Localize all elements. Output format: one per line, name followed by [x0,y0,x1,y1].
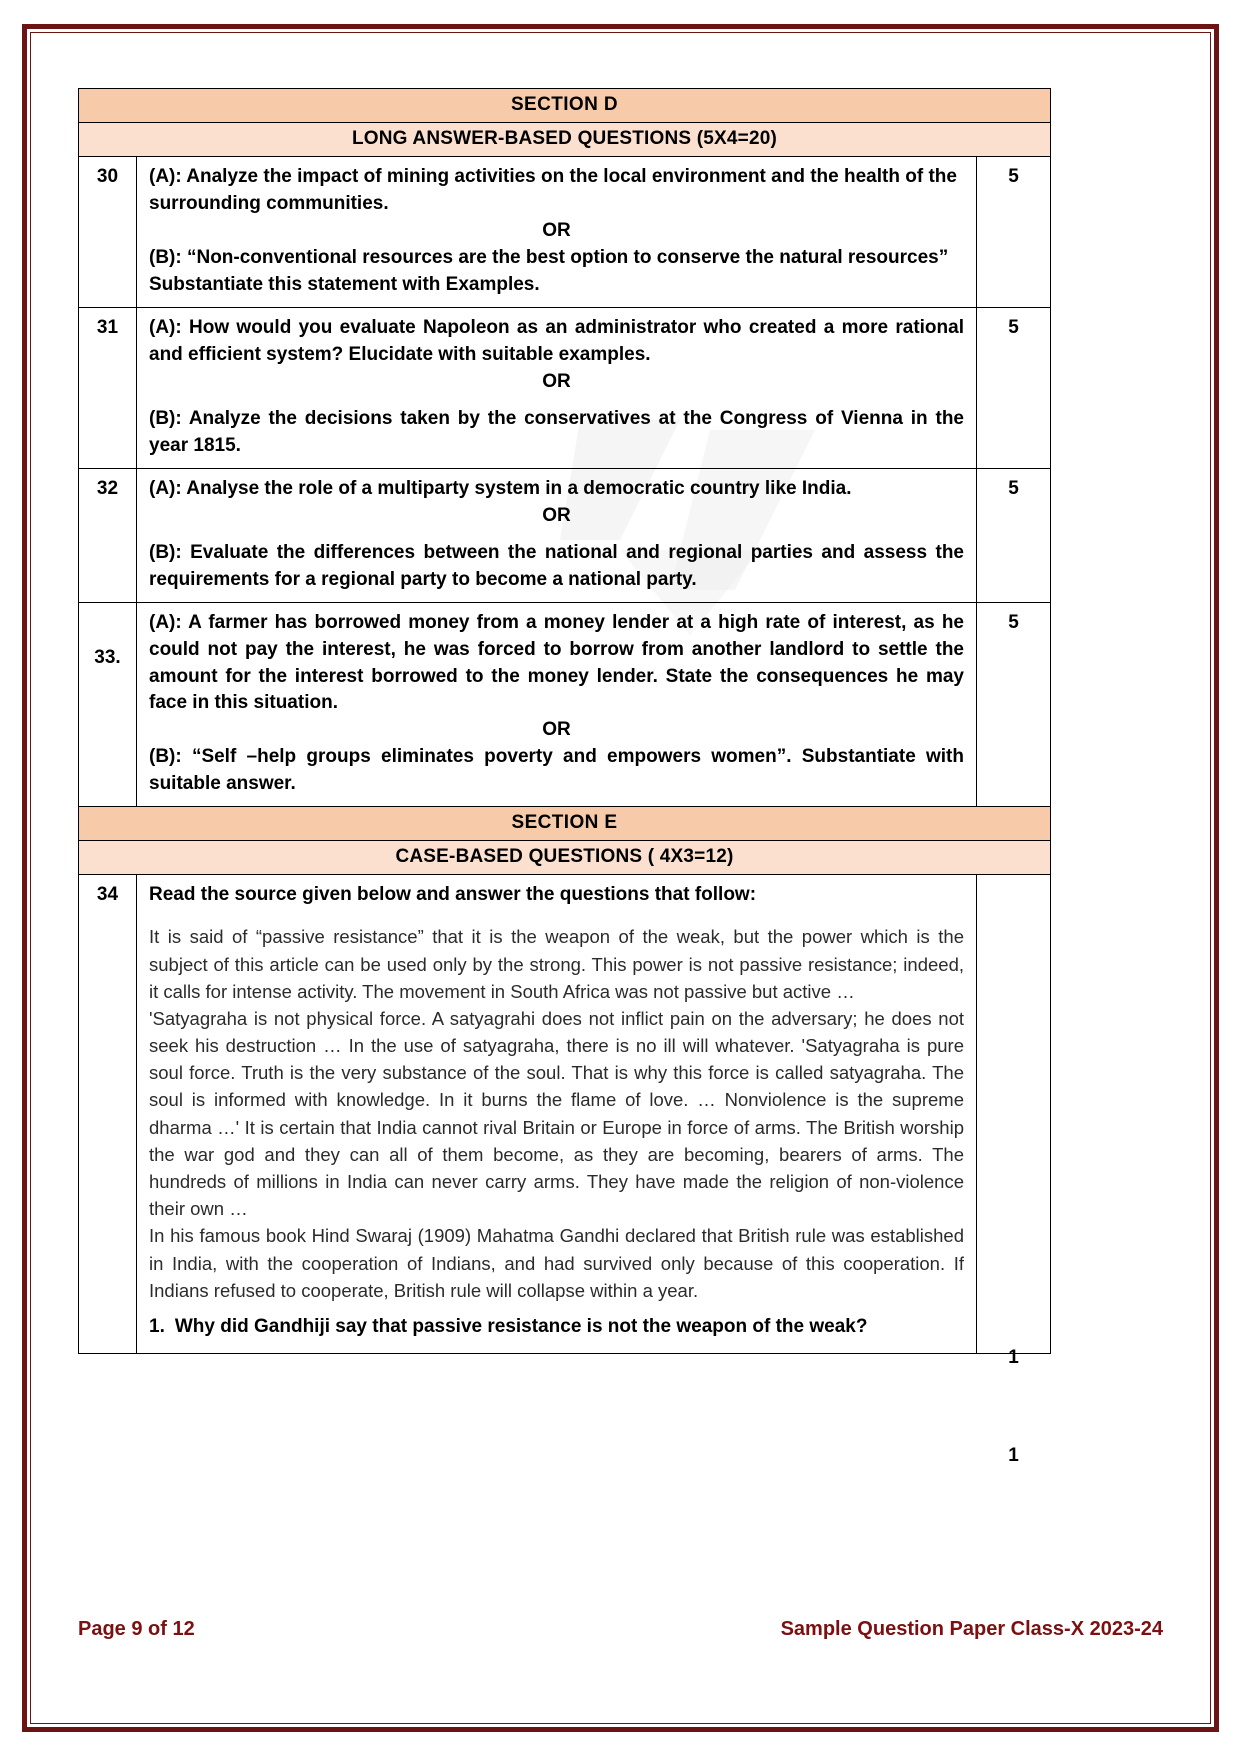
section-e-subtitle: CASE-BASED QUESTIONS ( 4X3=12) [79,841,1051,875]
question-34-passage [149,923,964,1304]
question-30-number: 30 [79,157,137,308]
question-33-marks: 5 [977,602,1051,807]
passage-paragraph-3: In his famous book Hind Swaraj (1909) Mahatma Gandhi declared that British rule was established in India, with the cooperation of Indians, and had survived only because of this cooperation. If Indians refused to cooperate, British rule will collapse within a year. [149,1225,964,1301]
section-d-header-row [79,89,1051,123]
question-32-body [137,468,977,602]
section-d-title: SECTION D [79,89,1051,123]
table-row [79,157,1051,308]
footer-page-number: Page 9 of 12 [78,1618,195,1640]
question-31-body [137,307,977,468]
sub-question-1-label: 1. [149,1315,165,1337]
question-30-body [137,157,977,308]
passage-paragraph-1: It is said of “passive resistance” that it is the weapon of the weak, but the power which is the subject of this article can be used only by the strong. This power is not passive resistance; indeed, it calls for intense activity. The movement in South Africa was not passive but active … [149,926,964,1002]
table-row [79,602,1051,807]
question-34-body [137,875,977,1354]
section-e-subtitle-row [79,841,1051,875]
question-32-number: 32 [79,468,137,602]
question-34-marks-column [977,875,1051,1467]
section-d-subtitle-row [79,123,1051,157]
question-32-option-b: (B): Evaluate the differences between the national and regional parties and assess the requirements for a regional party to become a national party. [149,541,964,590]
table-row [79,875,1051,1354]
question-33-or: OR [542,719,571,741]
spacer [149,530,964,540]
section-e-title: SECTION E [79,807,1051,841]
spacer [149,396,964,406]
question-34-mark-2: 1 [1008,1445,1019,1467]
question-31-number: 31 [79,307,137,468]
section-d-subtitle: LONG ANSWER-BASED QUESTIONS (5X4=20) [79,123,1051,157]
question-30-option-a: (A): Analyze the impact of mining activities on the local environment and the health of the surrounding communities. [149,166,957,214]
question-34-number: 34 [79,875,137,1354]
question-34-mark-1: 1 [1008,1347,1019,1369]
question-31-marks: 5 [977,307,1051,468]
question-30-marks: 5 [977,157,1051,308]
question-32-option-a: (A): Analyse the role of a multiparty system in a democratic country like India. [149,477,852,499]
question-32-or: OR [542,504,571,526]
question-table [78,88,1051,1467]
question-31-or: OR [542,370,571,392]
table-row [79,468,1051,602]
question-32-marks: 5 [977,468,1051,602]
question-paper-content [78,88,1050,1467]
question-33-body [137,602,977,807]
table-row [79,307,1051,468]
question-33-option-a: (A): A farmer has borrowed money from a money lender at a high rate of interest, as he could not pay the interest, he was forced to borrow from another landlord to settle the amount for the interest borrowed to the money lender. State the consequences he may face in this situation. [149,611,964,714]
question-34-sub-questions [149,1312,964,1341]
section-e-header-row [79,807,1051,841]
footer-paper-title: Sample Question Paper Class-X 2023-24 [780,1618,1163,1640]
question-34-instruction: Read the source given below and answer the questions that follow: [149,884,757,906]
sub-question-1-text: Why did Gandhiji say that passive resistance is not the weapon of the weak? [174,1315,868,1337]
question-33-option-b: (B): “Self –help groups eliminates poverty and empowers women”. Substantiate with suitable answer. [149,746,964,795]
question-30-or: OR [542,219,571,241]
list-item [149,1312,964,1341]
question-30-option-b: (B): “Non-conventional resources are the best option to conserve the natural resources” Substantiate this statement with Examples. [149,246,949,295]
question-31-option-a: (A): How would you evaluate Napoleon as an administrator who created a more rational and efficient system? Elucidate with suitable examples. [149,316,964,365]
passage-paragraph-2: 'Satyagraha is not physical force. A satyagrahi does not inflict pain on the adversary; he does not seek his destruction … In the use of satyagraha, there is no ill will whatever. 'Satyagraha is pure soul force. Truth is the very substance of the soul. That is why this force is called satyagraha. The soul is informed with knowledge. In it burns the flame of love. … Nonviolence is the supreme dharma …' It is certain that India cannot rival Britain or Europe in force of arms. The British worship the war god and they can all of them become, as they are becoming, bearers of arms. The hundreds of millions in India can never carry arms. They have made the religion of non-violence their own … [149,1007,964,1220]
question-33-number: 33. [79,602,137,807]
question-31-option-b: (B): Analyze the decisions taken by the conservatives at the Congress of Vienna in the year 1815. [149,407,964,456]
page-footer [78,1618,1163,1641]
